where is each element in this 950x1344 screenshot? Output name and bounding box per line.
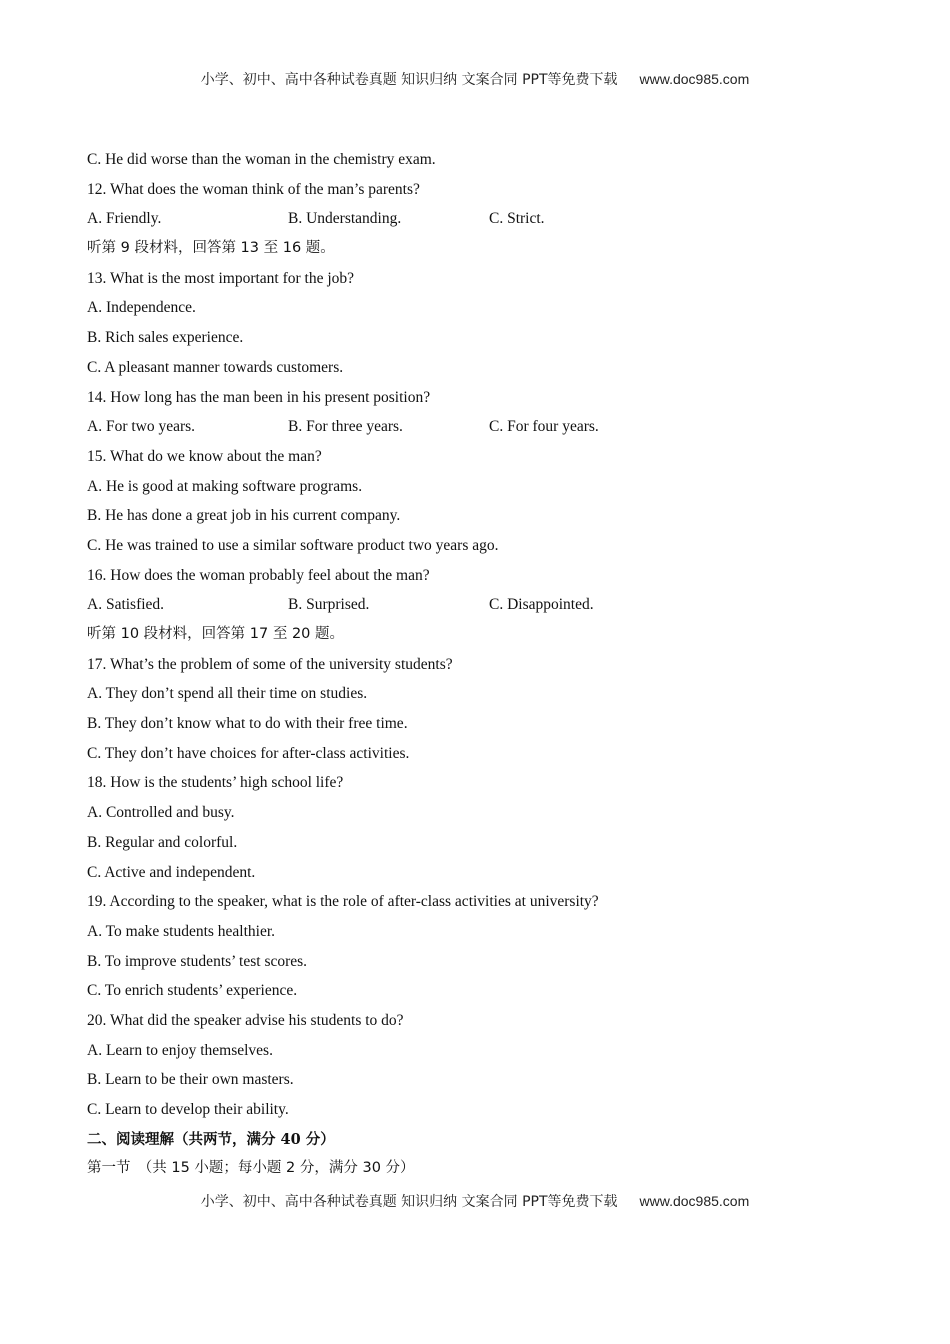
subsection-title: 第一节 （共 15 小题；每小题 2 分，满分 30 分） [87, 1160, 415, 1177]
option-c-q15: C. He was trained to use a similar software product two years ago. [87, 536, 499, 554]
option-b-q14: B. For three years. [288, 418, 403, 436]
option-c-q18: C. Active and independent. [87, 863, 256, 881]
question-20: 20. What did the speaker advise his students to do? [87, 1011, 404, 1029]
question-17: 17. What’s the problem of some of the university students? [87, 655, 453, 673]
options-q12 [87, 204, 887, 234]
option-b-q17: B. They don’t know what to do with their free time. [87, 715, 408, 733]
option-c-q17: C. They don’t have choices for after-class activities. [87, 744, 410, 762]
option-a-q16: A. Satisfied. [87, 596, 165, 614]
option-c-q20: C. Learn to develop their ability. [87, 1101, 289, 1118]
option-b-q19: B. To improve students’ test scores. [87, 952, 308, 970]
instruction-passage-10: 听第 10 段材料，回答第 17 至 20 题。 [87, 626, 345, 642]
question-12: 12. What does the woman think of the man’s parents? [87, 180, 420, 198]
option-c-q16: C. Disappointed. [489, 596, 594, 614]
option-b-q18: B. Regular and colorful. [87, 833, 238, 851]
option-a-q18: A. Controlled and busy. [87, 804, 235, 822]
option-b-q16: B. Surprised. [288, 596, 370, 614]
page-header [0, 69, 950, 89]
question-14: 14. How long has the man been in his present position? [87, 388, 431, 406]
option-c-q12: C. Strict. [489, 210, 545, 228]
option-a-q15: A. He is good at making software programs. [87, 477, 363, 495]
question-19: 19. According to the speaker, what is the role of after-class activities at university? [87, 893, 599, 911]
page-footer [0, 1191, 950, 1211]
option-c-q19: C. To enrich students’ experience. [87, 982, 298, 1000]
option-a-q20: A. Learn to enjoy themselves. [87, 1041, 273, 1059]
option-b-q15: B. He has done a great job in his current company. [87, 507, 401, 525]
option-c-q13: C. A pleasant manner towards customers. [87, 358, 344, 376]
option-a-q17: A. They don’t spend all their time on studies. [87, 685, 368, 703]
option-a-q13: A. Independence. [87, 299, 196, 317]
option-b-q12: B. Understanding. [288, 210, 402, 228]
question-13: 13. What is the most important for the job? [87, 269, 355, 287]
option-b-q20: B. Learn to be their own masters. [87, 1071, 294, 1089]
footer-url: www.doc985.com [639, 1193, 750, 1209]
header-url: www.doc985.com [639, 71, 750, 87]
option-a-q19: A. To make students healthier. [87, 922, 276, 940]
option-b-q13: B. Rich sales experience. [87, 329, 244, 347]
option-a-q14: A. For two years. [87, 418, 196, 436]
footer-text: 小学、初中、高中各种试卷真题 知识归纳 文案合同 PPT等免费下载 [200, 1194, 618, 1210]
option-c-q11: C. He did worse than the woman in the chemistry exam. [87, 151, 436, 168]
option-c-q14: C. For four years. [489, 418, 599, 436]
instruction-passage-9: 听第 9 段材料，回答第 13 至 16 题。 [87, 240, 335, 257]
section-title-reading: 二、阅读理解（共两节，满分 40 分） [87, 1130, 335, 1148]
option-a-q12: A. Friendly. [87, 210, 162, 228]
options-q14 [87, 412, 887, 442]
question-16: 16. How does the woman probably feel about the man? [87, 566, 430, 584]
question-15: 15. What do we know about the man? [87, 447, 322, 465]
options-q16 [87, 590, 887, 620]
header-text: 小学、初中、高中各种试卷真题 知识归纳 文案合同 PPT等免费下载 [200, 72, 618, 88]
document-body [87, 145, 887, 1184]
question-18: 18. How is the students’ high school life? [87, 774, 344, 792]
